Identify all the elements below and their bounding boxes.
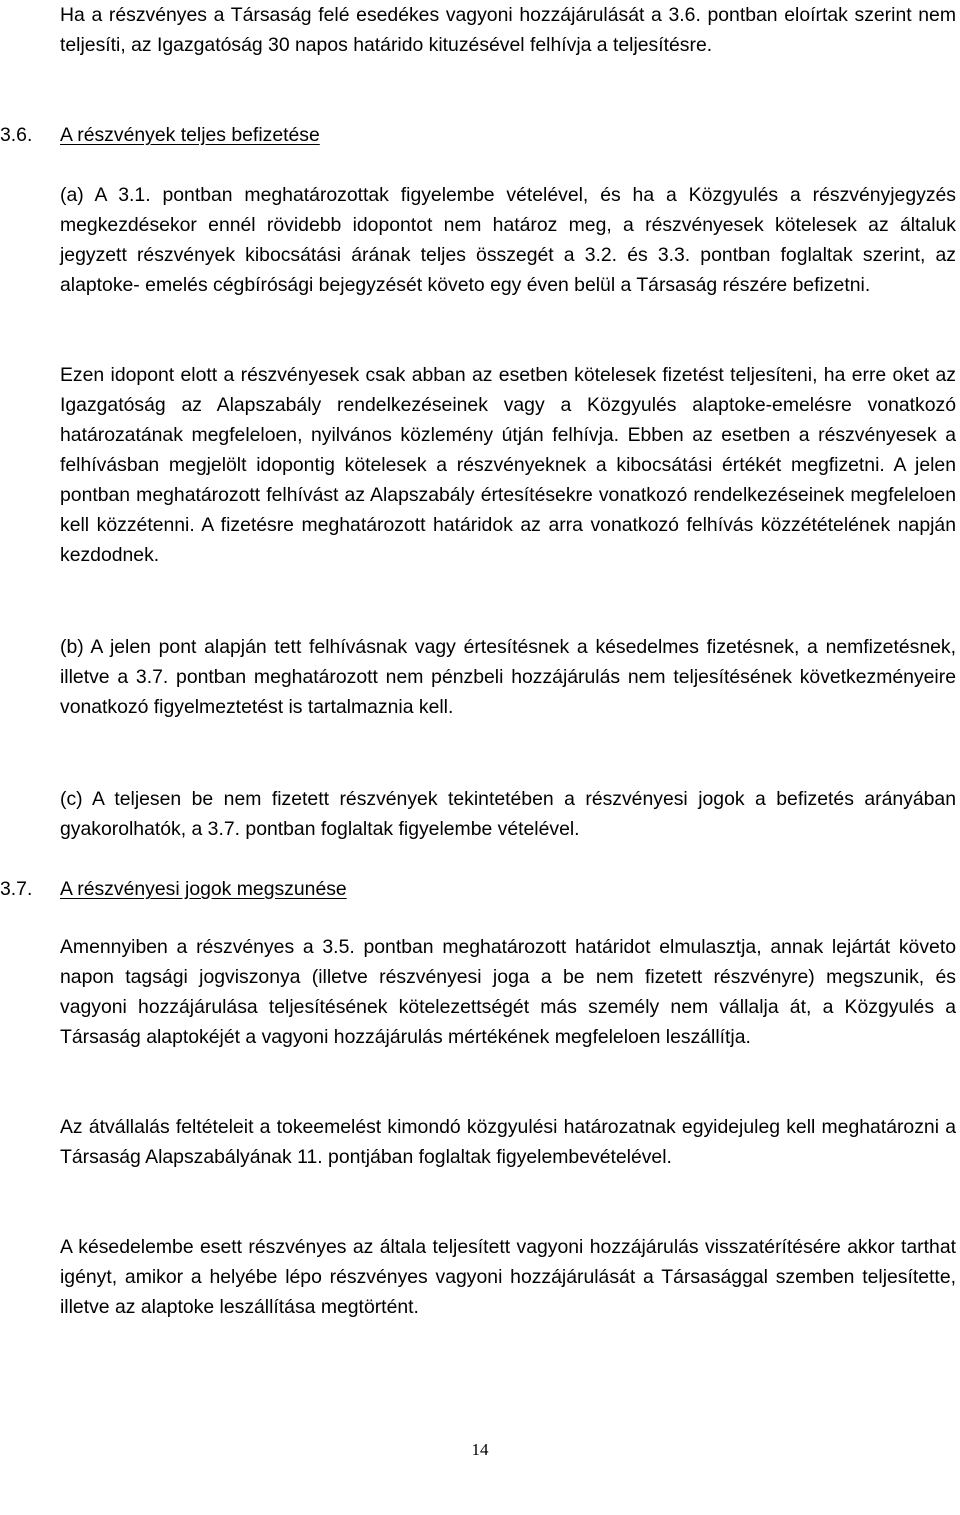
- paragraph-a: (a) A 3.1. pontban meghatározottak figyelembe vételével, és ha a Közgyulés a részvényjegyzés megkezdésekor ennél rövidebb idopontot nem határoz meg, a részvényesek kötelesek az általuk jegyzett részvények kibocsátási árának teljes összegét a 3.2. és 3.3. pontban foglaltak szerint, az alaptoke- emelés cégbírósági bejegyzését követo egy éven belül a Társaság részére befizetni.: [60, 184, 956, 296]
- section-heading-3-7: [0, 874, 956, 904]
- paragraph-b: (b) A jelen pont alapján tett felhívásnak vagy értesítésnek a késedelmes fizetésnek, a nemfizetésnek, illetve a 3.7. pontban meghatározott nem pénzbeli hozzájárulás nem teljesítésének következményeire vonatkozó figyelmeztetést is tartalmaznia kell.: [60, 636, 956, 718]
- section-number: 3.7.: [0, 878, 33, 900]
- paragraph-rights-termination: Amennyiben a részvényes a 3.5. pontban meghatározott határidot elmulasztja, annak lejártát követo napon tagsági jogviszonya (illetve részvényesi joga a be nem fizetett részvényre) megszunik, és vagyoni hozzájárulása teljesítésének kötelezettségét más személy nem vállalja át, a Közgyulés a Társaság alaptokéjét a vagyoni hozzájárulás mértékének megfeleloen leszállítja.: [60, 936, 956, 1048]
- section-number: 3.6.: [0, 124, 33, 146]
- section-title: A részvények teljes befizetése: [60, 124, 320, 146]
- paragraph-refund: A késedelembe esett részvényes az általa teljesített vagyoni hozzájárulás visszatérítésére akkor tarthat igényt, amikor a helyébe lépo részvényes vagyoni hozzájárulását a Társasággal szemben teljesítette, illetve az alaptoke leszállítása megtörtént.: [60, 1236, 956, 1318]
- paragraph-c: (c) A teljesen be nem fizetett részvények tekintetében a részvényesi jogok a befizetés arányában gyakorolhatók, a 3.7. pontban foglaltak figyelembe vételével.: [60, 788, 956, 840]
- paragraph-payment-call: Ezen idopont elott a részvényesek csak abban az esetben kötelesek fizetést teljesíteni, ha erre oket az Igazgatóság az Alapszabály rendelkezéseinek vagy a Közgyulés alaptoke-emelésre vonatkozó határozatának megfeleloen, nyilvános közlemény útján felhívja. Ebben az esetben a részvényesek a felhívásban megjelölt idopontig kötelesek a részvényeknek a kibocsátási értékét megfizetni. A jelen pontban meghatározott felhívást az Alapszabály értesítésekre vonatkozó rendelkezéseinek megfeleloen kell közzétenni. A fizetésre meghatározott határidok az arra vonatkozó felhívás közzétételének napján kezdodnek.: [60, 364, 956, 566]
- page-number: 14: [471, 1440, 489, 1459]
- section-title: A részvényesi jogok megszunése: [60, 878, 347, 900]
- paragraph-payment-default: Ha a részvényes a Társaság felé esedékes vagyoni hozzájárulását a 3.6. pontban eloírtak szerint nem teljesíti, az Igazgatóság 30 napos határido kituzésével felhívja a teljesítésre.: [60, 4, 956, 56]
- section-heading-3-6: [0, 120, 956, 150]
- paragraph-assumption: Az átvállalás feltételeit a tokeemelést kimondó közgyulési határozatnak egyidejuleg kell meghatározni a Társaság Alapszabályának 11. pontjában foglaltak figyelembevételével.: [60, 1116, 956, 1168]
